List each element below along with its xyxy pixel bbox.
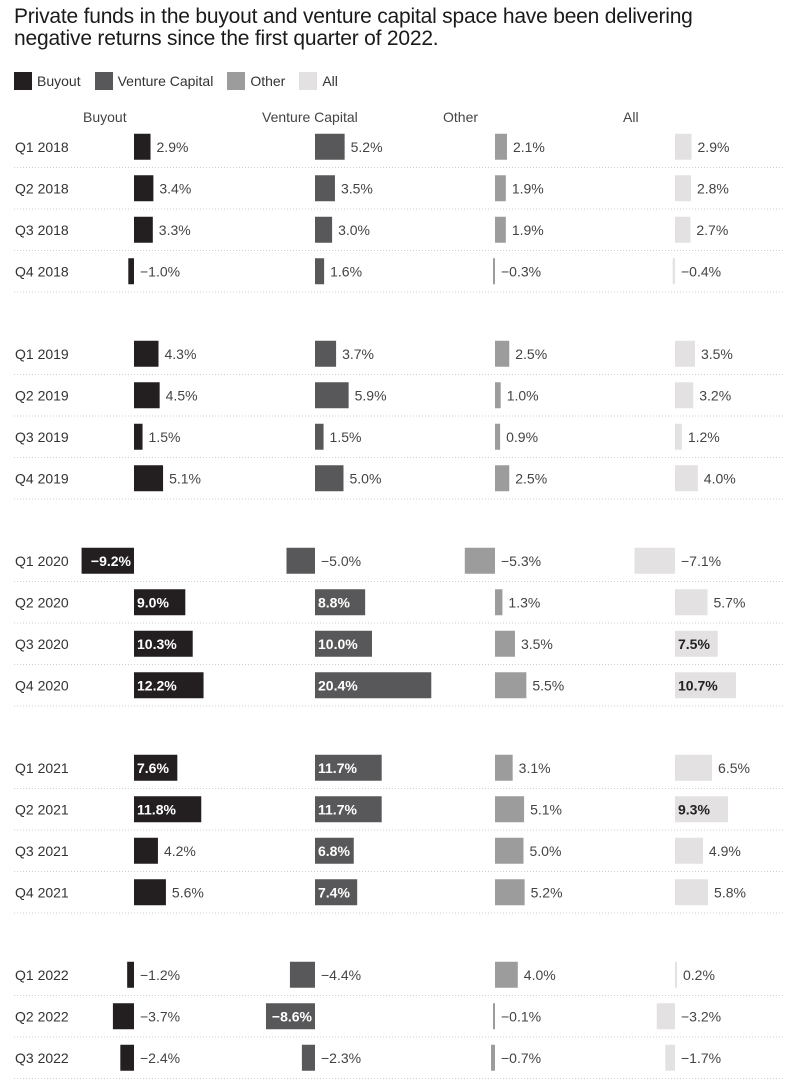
category-label-q3-2021: Q3 2021 <box>15 842 69 859</box>
value-label-other-q1-2019: 2.5% <box>515 345 548 362</box>
value-label-all-q2-2020: 5.7% <box>713 594 746 611</box>
value-label-all-q4-2018: −0.4% <box>681 263 722 280</box>
value-label-other-q4-2018: −0.3% <box>501 263 542 280</box>
bar-venture-capital-q4-2018 <box>315 258 324 284</box>
value-label-buyout-q4-2018: −1.0% <box>140 263 181 280</box>
value-label-all-q1-2020: −7.1% <box>681 552 722 569</box>
value-label-other-q1-2021: 3.1% <box>518 759 551 776</box>
bar-all-q1-2018 <box>675 134 692 160</box>
bar-venture-capital-q1-2018 <box>315 134 345 160</box>
bar-buyout-q1-2018 <box>134 134 151 160</box>
value-label-all-q2-2021: 9.3% <box>678 801 710 818</box>
bar-other-q2-2021 <box>495 796 524 822</box>
legend-label-venture-capital: Venture Capital <box>117 73 214 89</box>
bar-all-q2-2018 <box>675 175 691 201</box>
value-label-other-q2-2018: 1.9% <box>511 180 544 197</box>
value-label-venture-capital-q3-2018: 3.0% <box>338 221 371 238</box>
value-label-other-q2-2022: −0.1% <box>501 1008 542 1025</box>
category-label-q2-2019: Q2 2019 <box>15 387 69 404</box>
bar-buyout-q3-2018 <box>134 217 153 243</box>
bar-venture-capital-q3-2018 <box>315 217 332 243</box>
category-label-q1-2018: Q1 2018 <box>15 138 69 155</box>
bar-venture-capital-q1-2022 <box>290 962 315 988</box>
category-label-q1-2022: Q1 2022 <box>15 966 69 983</box>
bar-all-q1-2019 <box>675 341 695 367</box>
legend-label-other: Other <box>250 73 286 89</box>
bar-buyout-q2-2022 <box>113 1003 134 1029</box>
value-label-all-q4-2019: 4.0% <box>703 470 736 487</box>
value-label-buyout-q1-2022: −1.2% <box>140 966 181 983</box>
category-label-q1-2021: Q1 2021 <box>15 759 69 776</box>
value-label-venture-capital-q4-2019: 5.0% <box>349 470 382 487</box>
value-label-buyout-q1-2021: 7.6% <box>137 759 169 776</box>
value-label-venture-capital-q1-2019: 3.7% <box>342 345 375 362</box>
bar-other-q4-2021 <box>495 879 525 905</box>
bar-other-q1-2018 <box>495 134 507 160</box>
value-label-buyout-q4-2020: 12.2% <box>137 677 177 694</box>
legend-label-buyout: Buyout <box>37 73 81 89</box>
value-label-other-q3-2021: 5.0% <box>529 842 562 859</box>
value-label-buyout-q2-2019: 4.5% <box>165 387 198 404</box>
value-label-buyout-q1-2018: 2.9% <box>156 138 189 155</box>
value-label-other-q1-2022: 4.0% <box>523 966 556 983</box>
column-header-venture-capital: Venture Capital <box>262 109 358 125</box>
value-label-other-q2-2021: 5.1% <box>530 801 562 818</box>
value-label-all-q1-2022: 0.2% <box>683 966 715 983</box>
value-label-other-q3-2020: 3.5% <box>520 635 553 652</box>
value-label-other-q3-2019: 0.9% <box>506 428 539 445</box>
bar-all-q2-2020 <box>675 589 707 615</box>
bar-other-q3-2022 <box>491 1045 495 1071</box>
value-label-all-q1-2021: 6.5% <box>718 759 750 776</box>
bar-buyout-q4-2018 <box>128 258 134 284</box>
bar-venture-capital-q1-2019 <box>315 341 336 367</box>
bar-other-q3-2019 <box>495 424 500 450</box>
bar-other-q4-2019 <box>495 465 509 491</box>
value-label-all-q4-2021: 5.8% <box>714 884 746 901</box>
value-label-venture-capital-q1-2020: −5.0% <box>321 552 362 569</box>
column-header-all: All <box>623 109 639 125</box>
value-label-other-q1-2018: 2.1% <box>512 138 545 155</box>
value-label-all-q2-2022: −3.2% <box>681 1008 722 1025</box>
value-label-buyout-q2-2018: 3.4% <box>159 180 192 197</box>
value-label-buyout-q4-2021: 5.6% <box>171 884 204 901</box>
value-label-venture-capital-q1-2018: 5.2% <box>350 138 383 155</box>
value-label-venture-capital-q3-2020: 10.0% <box>318 635 358 652</box>
category-label-q4-2018: Q4 2018 <box>15 263 69 280</box>
value-label-venture-capital-q2-2021: 11.7% <box>318 801 357 818</box>
value-label-buyout-q1-2020: −9.2% <box>90 552 131 569</box>
bar-other-q4-2020 <box>495 672 526 698</box>
value-label-buyout-q3-2022: −2.4% <box>140 1049 181 1066</box>
value-label-buyout-q2-2021: 11.8% <box>137 801 176 818</box>
value-label-venture-capital-q4-2018: 1.6% <box>330 263 363 280</box>
value-label-buyout-q3-2020: 10.3% <box>137 635 177 652</box>
category-label-q4-2020: Q4 2020 <box>15 677 69 694</box>
value-label-all-q3-2021: 4.9% <box>708 842 741 859</box>
value-label-other-q4-2020: 5.5% <box>532 677 565 694</box>
bar-buyout-q1-2022 <box>127 962 134 988</box>
category-label-q3-2020: Q3 2020 <box>15 635 69 652</box>
bar-buyout-q3-2021 <box>134 838 158 864</box>
bar-buyout-q3-2019 <box>134 424 143 450</box>
value-label-venture-capital-q2-2018: 3.5% <box>340 180 373 197</box>
value-label-venture-capital-q4-2021: 7.4% <box>318 884 350 901</box>
category-label-q2-2018: Q2 2018 <box>15 180 69 197</box>
value-label-other-q1-2020: −5.3% <box>501 552 542 569</box>
value-label-buyout-q1-2019: 4.3% <box>164 345 197 362</box>
bar-all-q3-2018 <box>675 217 690 243</box>
legend-label-all: All <box>322 73 338 89</box>
bar-buyout-q2-2018 <box>134 175 153 201</box>
bar-venture-capital-q2-2019 <box>315 382 349 408</box>
category-label-q3-2019: Q3 2019 <box>15 428 69 445</box>
category-label-q1-2019: Q1 2019 <box>15 345 69 362</box>
bar-all-q3-2019 <box>675 424 682 450</box>
bar-other-q2-2019 <box>495 382 501 408</box>
column-header-other: Other <box>443 109 479 125</box>
value-label-venture-capital-q2-2019: 5.9% <box>354 387 387 404</box>
bar-venture-capital-q1-2020 <box>287 548 316 574</box>
value-label-all-q2-2019: 3.2% <box>699 387 732 404</box>
category-label-q3-2022: Q3 2022 <box>15 1049 69 1066</box>
value-label-all-q1-2018: 2.9% <box>697 138 730 155</box>
value-label-venture-capital-q1-2021: 11.7% <box>318 759 357 776</box>
bar-all-q4-2018 <box>673 258 675 284</box>
value-label-venture-capital-q3-2019: 1.5% <box>329 428 362 445</box>
bar-venture-capital-q3-2019 <box>315 424 324 450</box>
value-label-other-q2-2019: 1.0% <box>506 387 539 404</box>
bar-buyout-q2-2019 <box>134 382 160 408</box>
value-label-buyout-q3-2018: 3.3% <box>158 221 191 238</box>
value-label-other-q2-2020: 1.3% <box>508 594 541 611</box>
bar-all-q4-2021 <box>675 879 708 905</box>
value-label-other-q4-2021: 5.2% <box>530 884 563 901</box>
bar-other-q1-2022 <box>495 962 518 988</box>
bar-venture-capital-q2-2018 <box>315 175 335 201</box>
bar-other-q4-2018 <box>493 258 495 284</box>
bar-venture-capital-q4-2019 <box>315 465 344 491</box>
bar-buyout-q4-2021 <box>134 879 166 905</box>
value-label-venture-capital-q3-2021: 6.8% <box>318 842 350 859</box>
category-label-q2-2022: Q2 2022 <box>15 1008 69 1025</box>
column-header-buyout: Buyout <box>83 109 127 125</box>
bar-all-q1-2021 <box>675 755 712 781</box>
value-label-all-q3-2018: 2.7% <box>696 221 729 238</box>
bar-other-q1-2020 <box>465 548 495 574</box>
value-label-buyout-q2-2022: −3.7% <box>140 1008 181 1025</box>
bar-all-q1-2022 <box>675 962 677 988</box>
bar-all-q1-2020 <box>635 548 675 574</box>
category-label-q2-2021: Q2 2021 <box>15 801 69 818</box>
bar-other-q3-2020 <box>495 631 515 657</box>
value-label-all-q3-2019: 1.2% <box>687 428 720 445</box>
value-label-venture-capital-q2-2020: 8.8% <box>318 594 350 611</box>
bar-other-q1-2019 <box>495 341 509 367</box>
value-label-venture-capital-q3-2022: −2.3% <box>321 1049 362 1066</box>
bar-buyout-q1-2019 <box>134 341 159 367</box>
bar-venture-capital-q3-2022 <box>302 1045 315 1071</box>
value-label-other-q3-2022: −0.7% <box>501 1049 542 1066</box>
value-label-all-q1-2019: 3.5% <box>700 345 733 362</box>
value-label-other-q4-2019: 2.5% <box>515 470 548 487</box>
value-label-all-q4-2020: 10.7% <box>678 677 718 694</box>
category-label-q3-2018: Q3 2018 <box>15 221 69 238</box>
value-label-venture-capital-q4-2020: 20.4% <box>318 677 358 694</box>
value-label-buyout-q2-2020: 9.0% <box>137 594 169 611</box>
chart-title: Private funds in the buyout and venture capital space have been delivering negative returns since the first quarter of 2022. <box>14 5 693 50</box>
value-label-venture-capital-q2-2022: −8.6% <box>271 1008 312 1025</box>
value-label-buyout-q4-2019: 5.1% <box>169 470 201 487</box>
category-label-q2-2020: Q2 2020 <box>15 594 69 611</box>
bar-other-q2-2018 <box>495 175 506 201</box>
category-label-q1-2020: Q1 2020 <box>15 552 69 569</box>
bar-other-q3-2018 <box>495 217 506 243</box>
bar-other-q2-2020 <box>495 589 502 615</box>
bar-other-q2-2022 <box>493 1003 495 1029</box>
category-label-q4-2021: Q4 2021 <box>15 884 69 901</box>
value-label-all-q3-2020: 7.5% <box>678 635 710 652</box>
bar-all-q3-2022 <box>665 1045 675 1071</box>
bar-all-q2-2022 <box>657 1003 675 1029</box>
value-label-venture-capital-q1-2022: −4.4% <box>321 966 362 983</box>
value-label-all-q2-2018: 2.8% <box>696 180 729 197</box>
bar-other-q3-2021 <box>495 838 524 864</box>
bar-all-q3-2021 <box>675 838 703 864</box>
value-label-other-q3-2018: 1.9% <box>511 221 544 238</box>
bar-other-q1-2021 <box>495 755 513 781</box>
value-label-buyout-q3-2019: 1.5% <box>148 428 181 445</box>
category-label-q4-2019: Q4 2019 <box>15 470 69 487</box>
bar-all-q4-2019 <box>675 465 698 491</box>
bar-all-q2-2019 <box>675 382 693 408</box>
value-label-all-q3-2022: −1.7% <box>681 1049 722 1066</box>
bar-buyout-q4-2019 <box>134 465 163 491</box>
bar-buyout-q3-2022 <box>120 1045 134 1071</box>
value-label-buyout-q3-2021: 4.2% <box>163 842 196 859</box>
